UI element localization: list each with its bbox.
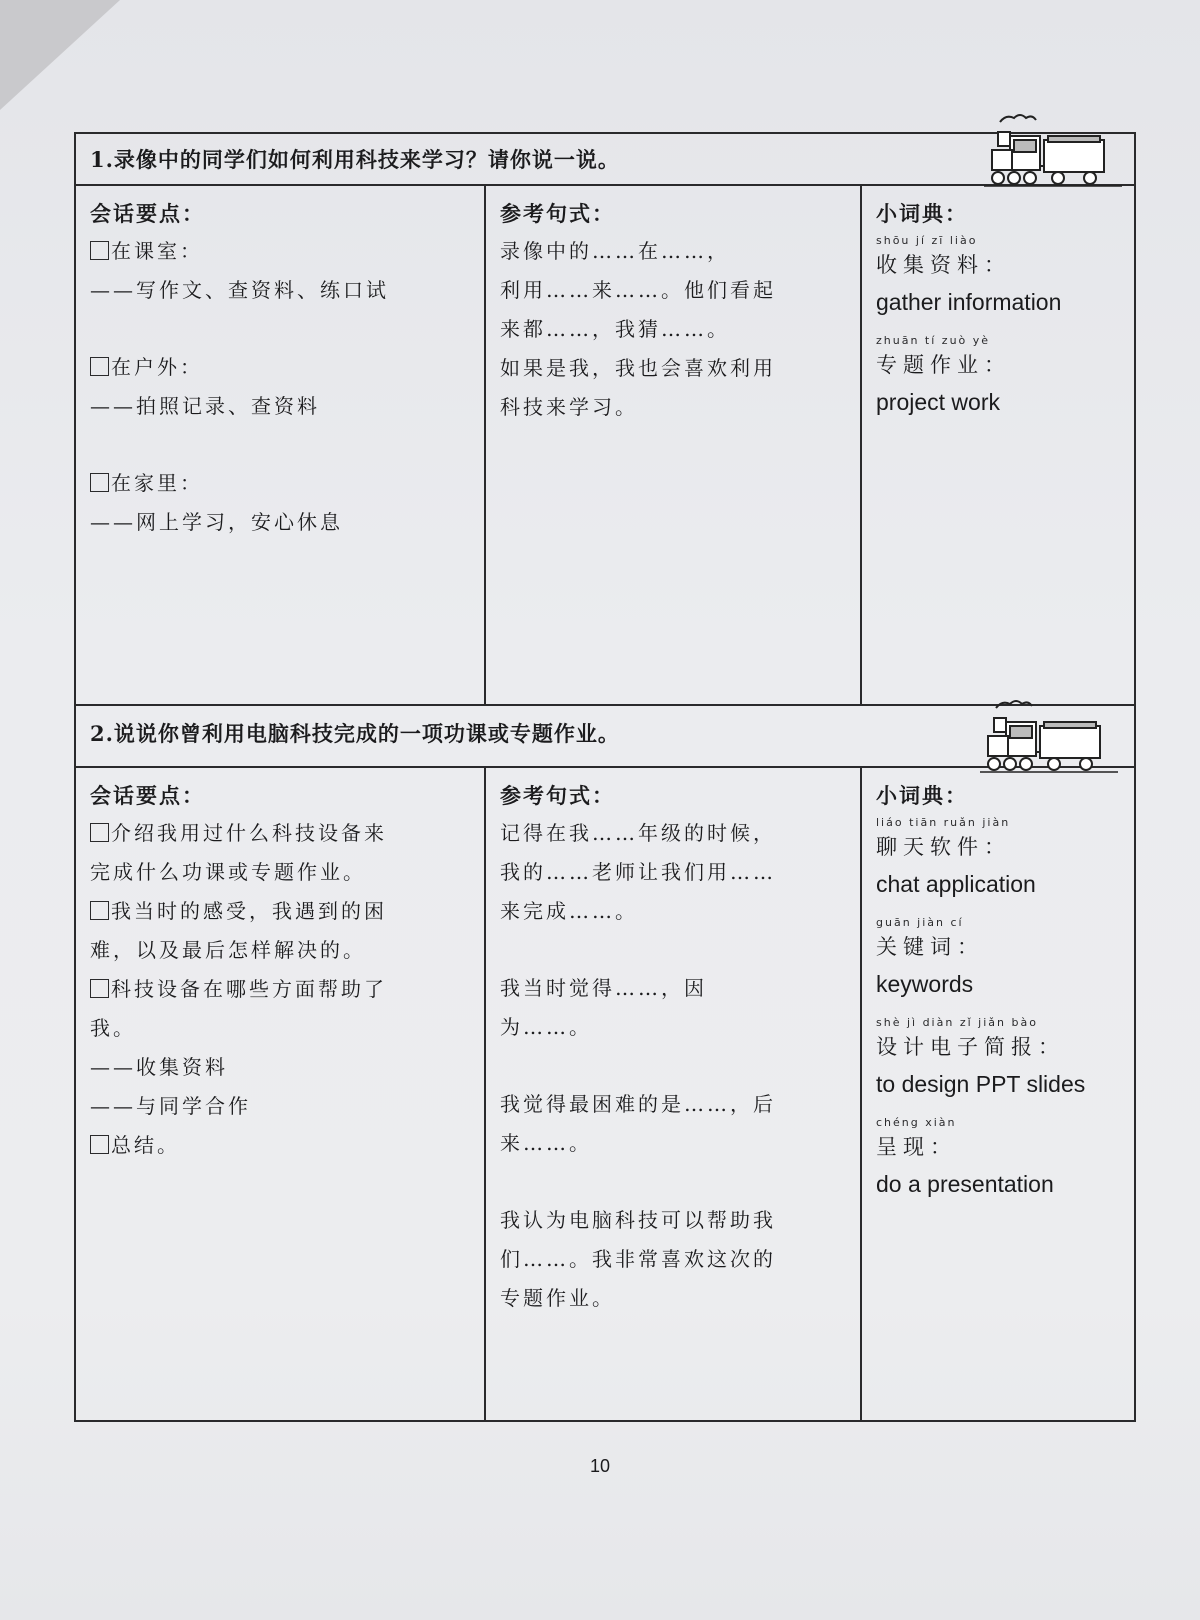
list-item: 完成什么功课或专题作业。 <box>90 860 366 884</box>
checkbox-icon <box>90 823 109 842</box>
sentence-line: 专题作业。 <box>500 1286 615 1310</box>
vocab-entry <box>876 234 1124 316</box>
pinyin: shōu jí zī liào <box>876 234 978 247</box>
q1-reference-sentences <box>486 186 862 704</box>
list-item: 我。 <box>90 1016 136 1040</box>
sentence-line: 录像中的……在……， <box>500 239 730 263</box>
vocab-english: chat application <box>876 871 1036 897</box>
checkbox-icon <box>90 473 109 492</box>
sentence-line: 我认为电脑科技可以帮助我 <box>500 1208 776 1232</box>
sentence-line: 我当时觉得……，因 <box>500 976 707 1000</box>
list-item: 在户外： <box>90 348 474 387</box>
vocab-entry <box>876 1116 1124 1198</box>
sentence-line: 为……。 <box>500 1015 592 1039</box>
vocab-entry <box>876 916 1124 998</box>
vocab-english: to design PPT slides <box>876 1071 1086 1097</box>
checkbox-icon <box>90 901 109 920</box>
list-item: ——收集资料 <box>90 1055 228 1079</box>
list-item: ——网上学习，安心休息 <box>90 510 343 534</box>
vocab-chinese: 聊天软件： <box>876 835 1011 859</box>
question-1-prompt: 1.录像中的同学们如何利用科技来学习？请你说一说。 <box>76 134 1134 186</box>
sentence-line: 们……。我非常喜欢这次的 <box>500 1247 776 1271</box>
sentence-line: 记得在我……年级的时候， <box>500 821 776 845</box>
list-item: ——与同学合作 <box>90 1094 251 1118</box>
question-2-prompt: 2.说说你曾利用电脑科技完成的一项功课或专题作业。 <box>76 706 1134 768</box>
vocab-chinese: 收集资料： <box>876 253 1011 277</box>
list-item: 在家里： <box>90 464 474 503</box>
sentence-line: 科技来学习。 <box>500 395 638 419</box>
q2-dict-heading: 小词典： <box>876 783 968 808</box>
q2-reference-sentences <box>486 768 862 1420</box>
pinyin: chéng xiàn <box>876 1116 957 1129</box>
checkbox-icon <box>90 357 109 376</box>
q1-ref-heading: 参考句式： <box>500 201 615 226</box>
vocab-english: do a presentation <box>876 1171 1054 1197</box>
sentence-line: 如果是我，我也会喜欢利用 <box>500 356 776 380</box>
sentence-line: 利用……来……。他们看起 <box>500 278 776 302</box>
vocab-chinese: 关键词： <box>876 935 984 959</box>
list-item: ——写作文、查资料、练口试 <box>90 278 389 302</box>
sentence-line: 来完成……。 <box>500 899 638 923</box>
vocab-chinese: 呈现： <box>876 1135 957 1159</box>
q2-talking-points <box>76 768 486 1420</box>
list-item: 我当时的感受，我遇到的困 <box>90 892 474 931</box>
checkbox-icon <box>90 1135 109 1154</box>
vocab-chinese: 专题作业： <box>876 353 1011 377</box>
q2-mini-dictionary <box>862 768 1134 1420</box>
question-2-section <box>76 706 1134 1420</box>
question-1-section <box>76 134 1134 706</box>
list-item: 介绍我用过什么科技设备来 <box>90 814 474 853</box>
pinyin: liáo tiān ruǎn jiàn <box>876 816 1011 829</box>
list-item: 科技设备在哪些方面帮助了 <box>90 970 474 1009</box>
q1-mini-dictionary <box>862 186 1134 704</box>
train-icon <box>980 696 1120 776</box>
q2-ref-heading: 参考句式： <box>500 783 615 808</box>
list-item: 总结。 <box>90 1126 474 1165</box>
list-item: ——拍照记录、查资料 <box>90 394 320 418</box>
sentence-line: 我觉得最困难的是……，后 <box>500 1092 776 1116</box>
pinyin: zhuān tí zuò yè <box>876 334 991 347</box>
vocab-chinese: 设计电子简报： <box>876 1035 1065 1059</box>
sentence-line: 来……。 <box>500 1131 592 1155</box>
pinyin: guān jiàn cí <box>876 916 964 929</box>
vocab-english: gather information <box>876 289 1062 315</box>
train-icon <box>984 110 1124 190</box>
list-item: 在课室： <box>90 232 474 271</box>
vocab-entry <box>876 1016 1124 1098</box>
page-corner <box>0 0 120 110</box>
pinyin: shè jì diàn zǐ jiǎn bào <box>876 1016 1038 1029</box>
vocab-english: project work <box>876 389 1000 415</box>
q1-talking-points <box>76 186 486 704</box>
vocab-english: keywords <box>876 971 974 997</box>
page-number: 10 <box>590 1456 611 1476</box>
q1-points-heading: 会话要点： <box>90 201 205 226</box>
vocab-entry <box>876 816 1124 898</box>
checkbox-icon <box>90 241 109 260</box>
list-item: 难，以及最后怎样解决的。 <box>90 938 366 962</box>
sentence-line: 来都……，我猜……。 <box>500 317 730 341</box>
q1-dict-heading: 小词典： <box>876 201 968 226</box>
checkbox-icon <box>90 979 109 998</box>
worksheet-table <box>74 132 1136 1422</box>
vocab-entry <box>876 334 1124 416</box>
sentence-line: 我的……老师让我们用…… <box>500 860 776 884</box>
q2-points-heading: 会话要点： <box>90 783 205 808</box>
